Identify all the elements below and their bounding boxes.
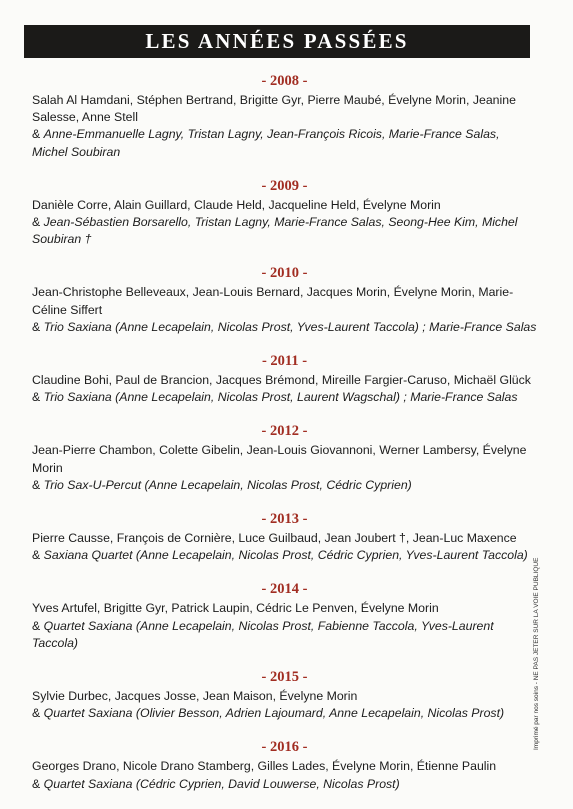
ampersand: & xyxy=(32,618,44,633)
guests-list: Trio Sax-U-Percut (Anne Lecapelain, Nicolas Prost, Cédric Cyprien) xyxy=(43,477,412,492)
authors-list: Pierre Causse, François de Cornière, Luce Guilbaud, Jean Joubert †, Jean-Luc Maxence xyxy=(32,531,517,546)
print-notice: Imprimé par nos soins - NE PAS JETER SUR LA VOIE PUBLIQUE xyxy=(533,557,540,750)
year-section-2015 xyxy=(32,668,537,722)
page-title: LES ANNÉES PASSÉES xyxy=(24,25,530,58)
guests-list: Jean-Sébastien Borsarello, Tristan Lagny, Marie-France Salas, Seong-Hee Kim, Michel Soubiran † xyxy=(32,215,518,247)
authors-list: Salah Al Hamdani, Stéphen Bertrand, Brigitte Gyr, Pierre Maubé, Évelyne Morin, Jeanine Salesse, Anne Stell xyxy=(32,93,516,125)
authors-list: Jean-Pierre Chambon, Colette Gibelin, Jean-Louis Giovannoni, Werner Lambersy, Évelyne Morin xyxy=(32,443,527,475)
year-heading: - 2014 - xyxy=(261,581,308,598)
ampersand: & xyxy=(32,319,44,334)
guests-list: Saxiana Quartet (Anne Lecapelain, Nicolas Prost, Cédric Cyprien, Yves-Laurent Taccola) xyxy=(43,548,528,563)
guests-list: Trio Saxiana (Anne Lecapelain, Nicolas Prost, Yves-Laurent Taccola) ; Marie-France Salas xyxy=(43,319,537,334)
year-heading: - 2016 - xyxy=(261,739,308,756)
year-section-2016 xyxy=(32,738,537,792)
guests-list: Trio Saxiana (Anne Lecapelain, Nicolas Prost, Laurent Wagschal) ; Marie-France Salas xyxy=(43,390,518,405)
year-section-2008 xyxy=(32,72,537,161)
ampersand: & xyxy=(32,390,44,405)
year-section-2011 xyxy=(32,352,537,406)
authors-list: Yves Artufel, Brigitte Gyr, Patrick Laupin, Cédric Le Penven, Évelyne Morin xyxy=(32,601,439,616)
ampersand: & xyxy=(32,776,44,791)
year-section-2009 xyxy=(32,177,537,249)
year-section-2014 xyxy=(32,580,537,652)
guests-list: Quartet Saxiana (Olivier Besson, Adrien Lajoumard, Anne Lecapelain, Nicolas Prost) xyxy=(43,706,505,721)
year-section-2012 xyxy=(32,422,537,494)
guests-list: Anne-Emmanuelle Lagny, Tristan Lagny, Jean-François Ricois, Marie-France Salas, Michel Soubiran xyxy=(32,127,500,159)
year-heading: - 2010 - xyxy=(261,265,308,282)
year-section-2013 xyxy=(32,510,537,564)
ampersand: & xyxy=(32,127,44,142)
ampersand: & xyxy=(32,215,44,230)
ampersand: & xyxy=(32,548,44,563)
year-heading: - 2015 - xyxy=(261,669,308,686)
authors-list: Danièle Corre, Alain Guillard, Claude Held, Jacqueline Held, Évelyne Morin xyxy=(32,197,441,212)
authors-list: Jean-Christophe Belleveaux, Jean-Louis Bernard, Jacques Morin, Évelyne Morin, Marie-Céline Siffert xyxy=(32,285,514,317)
guests-list: Quartet Saxiana (Anne Lecapelain, Nicolas Prost, Fabienne Taccola, Yves-Laurent Taccola) xyxy=(32,618,494,650)
year-heading: - 2013 - xyxy=(261,511,308,528)
guests-list: Quartet Saxiana (Cédric Cyprien, David Louwerse, Nicolas Prost) xyxy=(43,776,400,791)
authors-list: Claudine Bohi, Paul de Brancion, Jacques Brémond, Mireille Fargier-Caruso, Michaël Glück xyxy=(32,373,531,388)
authors-list: Sylvie Durbec, Jacques Josse, Jean Maison, Évelyne Morin xyxy=(32,689,358,704)
years-list xyxy=(32,72,537,809)
year-section-2010 xyxy=(32,264,537,336)
ampersand: & xyxy=(32,706,44,721)
year-heading: - 2012 - xyxy=(261,423,308,440)
authors-list: Georges Drano, Nicole Drano Stamberg, Gilles Lades, Évelyne Morin, Étienne Paulin xyxy=(32,759,497,774)
year-heading: - 2011 - xyxy=(261,353,308,370)
year-heading: - 2008 - xyxy=(261,73,308,89)
year-heading: - 2009 - xyxy=(261,177,308,194)
ampersand: & xyxy=(32,477,44,492)
